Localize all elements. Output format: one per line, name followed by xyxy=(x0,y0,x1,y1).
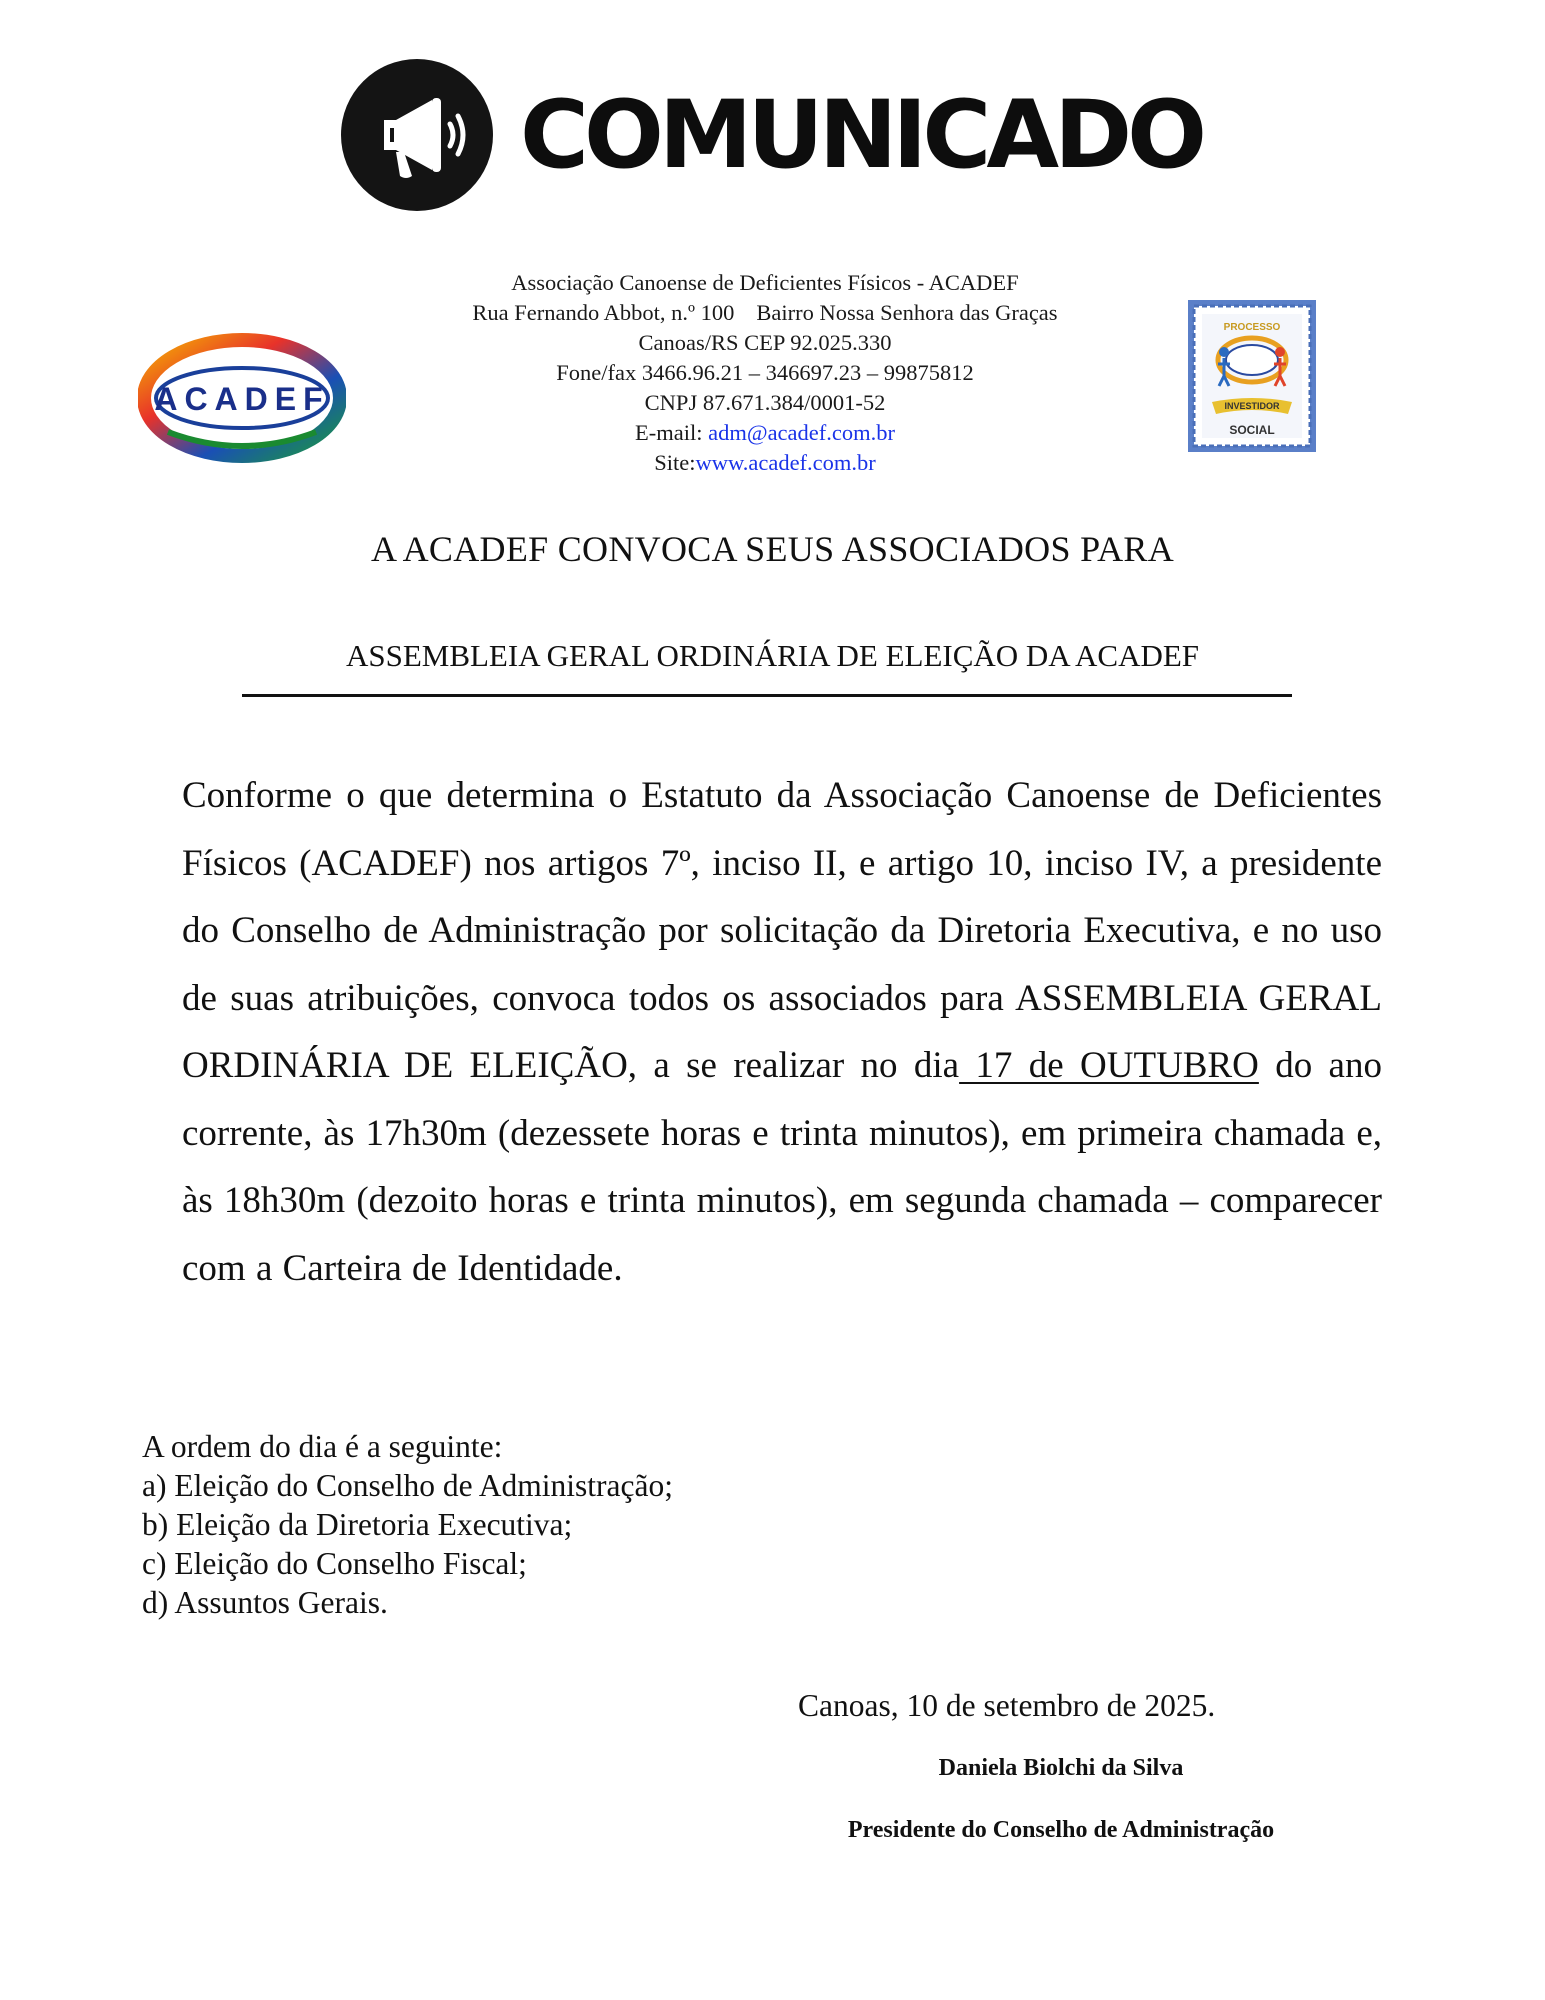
phone-line: Fone/fax 3466.96.21 – 346697.23 – 99875812 xyxy=(556,360,974,385)
agenda-item: a) Eleição do Conselho de Administração; xyxy=(142,1468,673,1503)
street: Rua Fernando Abbot, n.º 100 xyxy=(472,300,735,325)
acadef-logo-text: ACADEF xyxy=(154,381,330,417)
site-line xyxy=(380,448,1150,478)
title-underline xyxy=(242,694,1292,697)
megaphone-icon xyxy=(340,58,494,212)
assembly-title: ASSEMBLEIA GERAL ORDINÁRIA DE ELEIÇÃO DA ACADEF xyxy=(345,638,1200,673)
meeting-date: 17 de OUTUBRO xyxy=(959,1045,1259,1086)
signer-role: Presidente do Conselho de Administração xyxy=(847,1817,1275,1843)
email-line xyxy=(380,418,1150,448)
agenda xyxy=(142,1427,1042,1622)
page-title: COMUNICADO xyxy=(520,81,1203,190)
site-link[interactable]: www.acadef.com.br xyxy=(695,450,876,475)
agenda-item: c) Eleição do Conselho Fiscal; xyxy=(142,1546,527,1581)
agenda-item: d) Assuntos Gerais. xyxy=(142,1585,388,1620)
seal-bottom-text: SOCIAL xyxy=(1229,423,1275,437)
seal-top-text: PROCESSO xyxy=(1223,322,1281,333)
investidor-social-seal xyxy=(1186,298,1318,454)
district: Bairro Nossa Senhora das Graças xyxy=(756,300,1058,325)
email-label: E-mail: xyxy=(635,420,709,445)
seal-mid-text: INVESTIDOR xyxy=(1224,401,1280,411)
address-line xyxy=(380,298,1150,328)
acadef-logo xyxy=(138,326,346,464)
agenda-intro: A ordem do dia é a seguinte: xyxy=(142,1429,503,1464)
place-date: Canoas, 10 de setembro de 2025. xyxy=(798,1688,1216,1723)
signer-name: Daniela Biolchi da Silva xyxy=(938,1755,1184,1781)
cnpj-line: CNPJ 87.671.384/0001-52 xyxy=(644,390,886,415)
body-text-part2: do ano corrente, às 17h30m (dezessete horas e trinta minutos), em primeira chamada e, às 18h30m (dezoito horas e trinta minutos), em segunda chamada – comparecer com a Carteira de Identidade. xyxy=(182,1045,1382,1289)
email-link[interactable]: adm@acadef.com.br xyxy=(708,420,895,445)
letterhead xyxy=(380,268,1150,478)
agenda-item: b) Eleição da Diretoria Executiva; xyxy=(142,1507,573,1542)
body-text-part1: Conforme o que determina o Estatuto da Associação Canoense de Deficientes Físicos (ACADEF) nos artigos 7º, inciso II, e artigo 10, inciso IV, a presidente do Conselho de Administração por solicitação da Diretoria Executiva, e no uso de suas atribuições, convoca todos os associados para ASSEMBLEIA GERAL ORDINÁRIA DE ELEIÇÃO, a se realizar no dia xyxy=(182,775,1382,1086)
convocation-heading: A ACADEF CONVOCA SEUS ASSOCIADOS PARA xyxy=(371,529,1174,569)
site-label: Site: xyxy=(654,450,696,475)
convocation-body xyxy=(182,762,1382,1302)
org-name: Associação Canoense de Deficientes Físicos - ACADEF xyxy=(511,270,1019,295)
city-line: Canoas/RS CEP 92.025.330 xyxy=(638,330,892,355)
